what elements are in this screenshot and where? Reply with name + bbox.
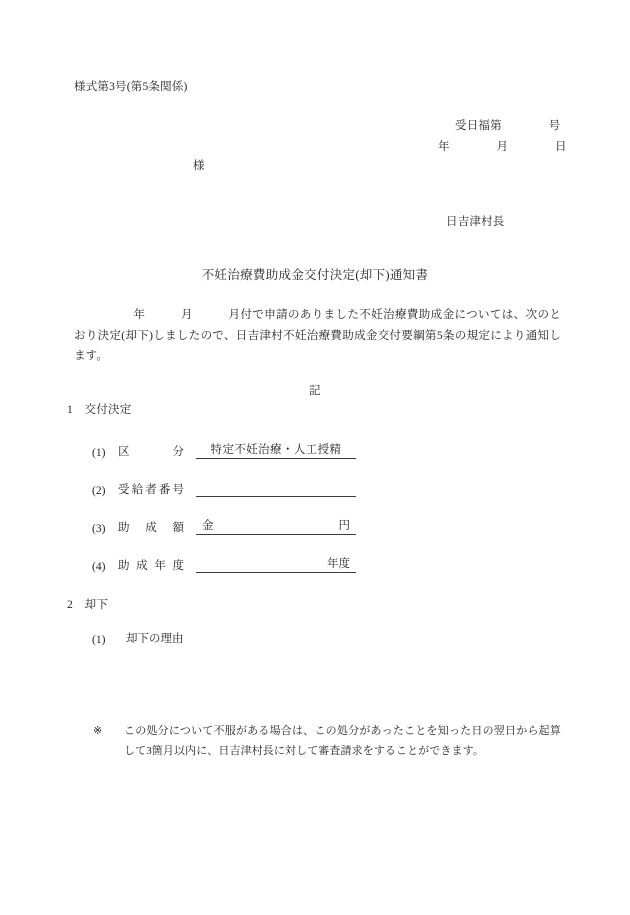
body-paragraph: 年 月 月付で申請のありました不妊治療費助成金については、次のとおり決定(却下)しましたので、日吉津村不妊治療費助成金交付要綱第5条の規定により通知します。 <box>74 309 561 362</box>
form-row-rejection-reason <box>92 630 184 646</box>
form-row-recipient-number <box>92 481 356 497</box>
receipt-date-field: 年 月 日 <box>438 141 567 153</box>
fiscal-year-suffix: 年度 <box>327 558 350 570</box>
form-row-kubun <box>92 443 356 459</box>
ki-marker: 記 <box>309 385 321 397</box>
section-number: 2 <box>67 599 73 611</box>
receipt-number-field: 受日福第 号 <box>455 120 561 132</box>
form-row-fiscal-year <box>92 557 356 573</box>
section-title: 却下 <box>84 599 109 611</box>
section-number: 1 <box>67 404 73 416</box>
footnote-text: この処分について不服がある場合は、この処分があったことを知った日の翌日から起算して3箇月以内に、日吉津村長に対して審査請求をすることができます。 <box>124 725 561 757</box>
footnote-mark: ※ <box>93 725 103 737</box>
item-number: (2) <box>92 485 106 497</box>
kubun-input[interactable] <box>196 443 356 459</box>
form-row-amount <box>92 519 356 535</box>
document-title: 不妊治療費助成金交付決定(却下)通知書 <box>201 268 429 282</box>
form-number: 様式第3号(第5条関係) <box>74 81 188 93</box>
recipient-number-input[interactable] <box>196 481 356 497</box>
section-heading-1 <box>67 405 131 417</box>
item-number: (3) <box>92 523 106 535</box>
item-label: 却下の理由 <box>126 633 184 645</box>
fiscal-year-input[interactable] <box>196 557 356 573</box>
item-number: (1) <box>92 634 106 646</box>
amount-input[interactable] <box>196 519 356 535</box>
addressee-honorific: 様 <box>193 160 205 172</box>
item-label: 区分 <box>118 446 184 458</box>
amount-suffix: 円 <box>338 520 350 532</box>
item-label: 助成額 <box>118 522 184 534</box>
section-title: 交付決定 <box>84 404 132 416</box>
amount-prefix: 金 <box>202 520 214 532</box>
item-label: 受給者番号 <box>118 484 184 496</box>
item-label: 助成年度 <box>118 560 184 572</box>
section-heading-2 <box>67 600 108 612</box>
footnote <box>93 721 561 761</box>
item-number: (1) <box>92 447 106 459</box>
item-number: (4) <box>92 561 106 573</box>
issuer-name: 日吉津村長 <box>446 216 505 228</box>
kubun-value: 特定不妊治療・人工授精 <box>210 444 342 456</box>
